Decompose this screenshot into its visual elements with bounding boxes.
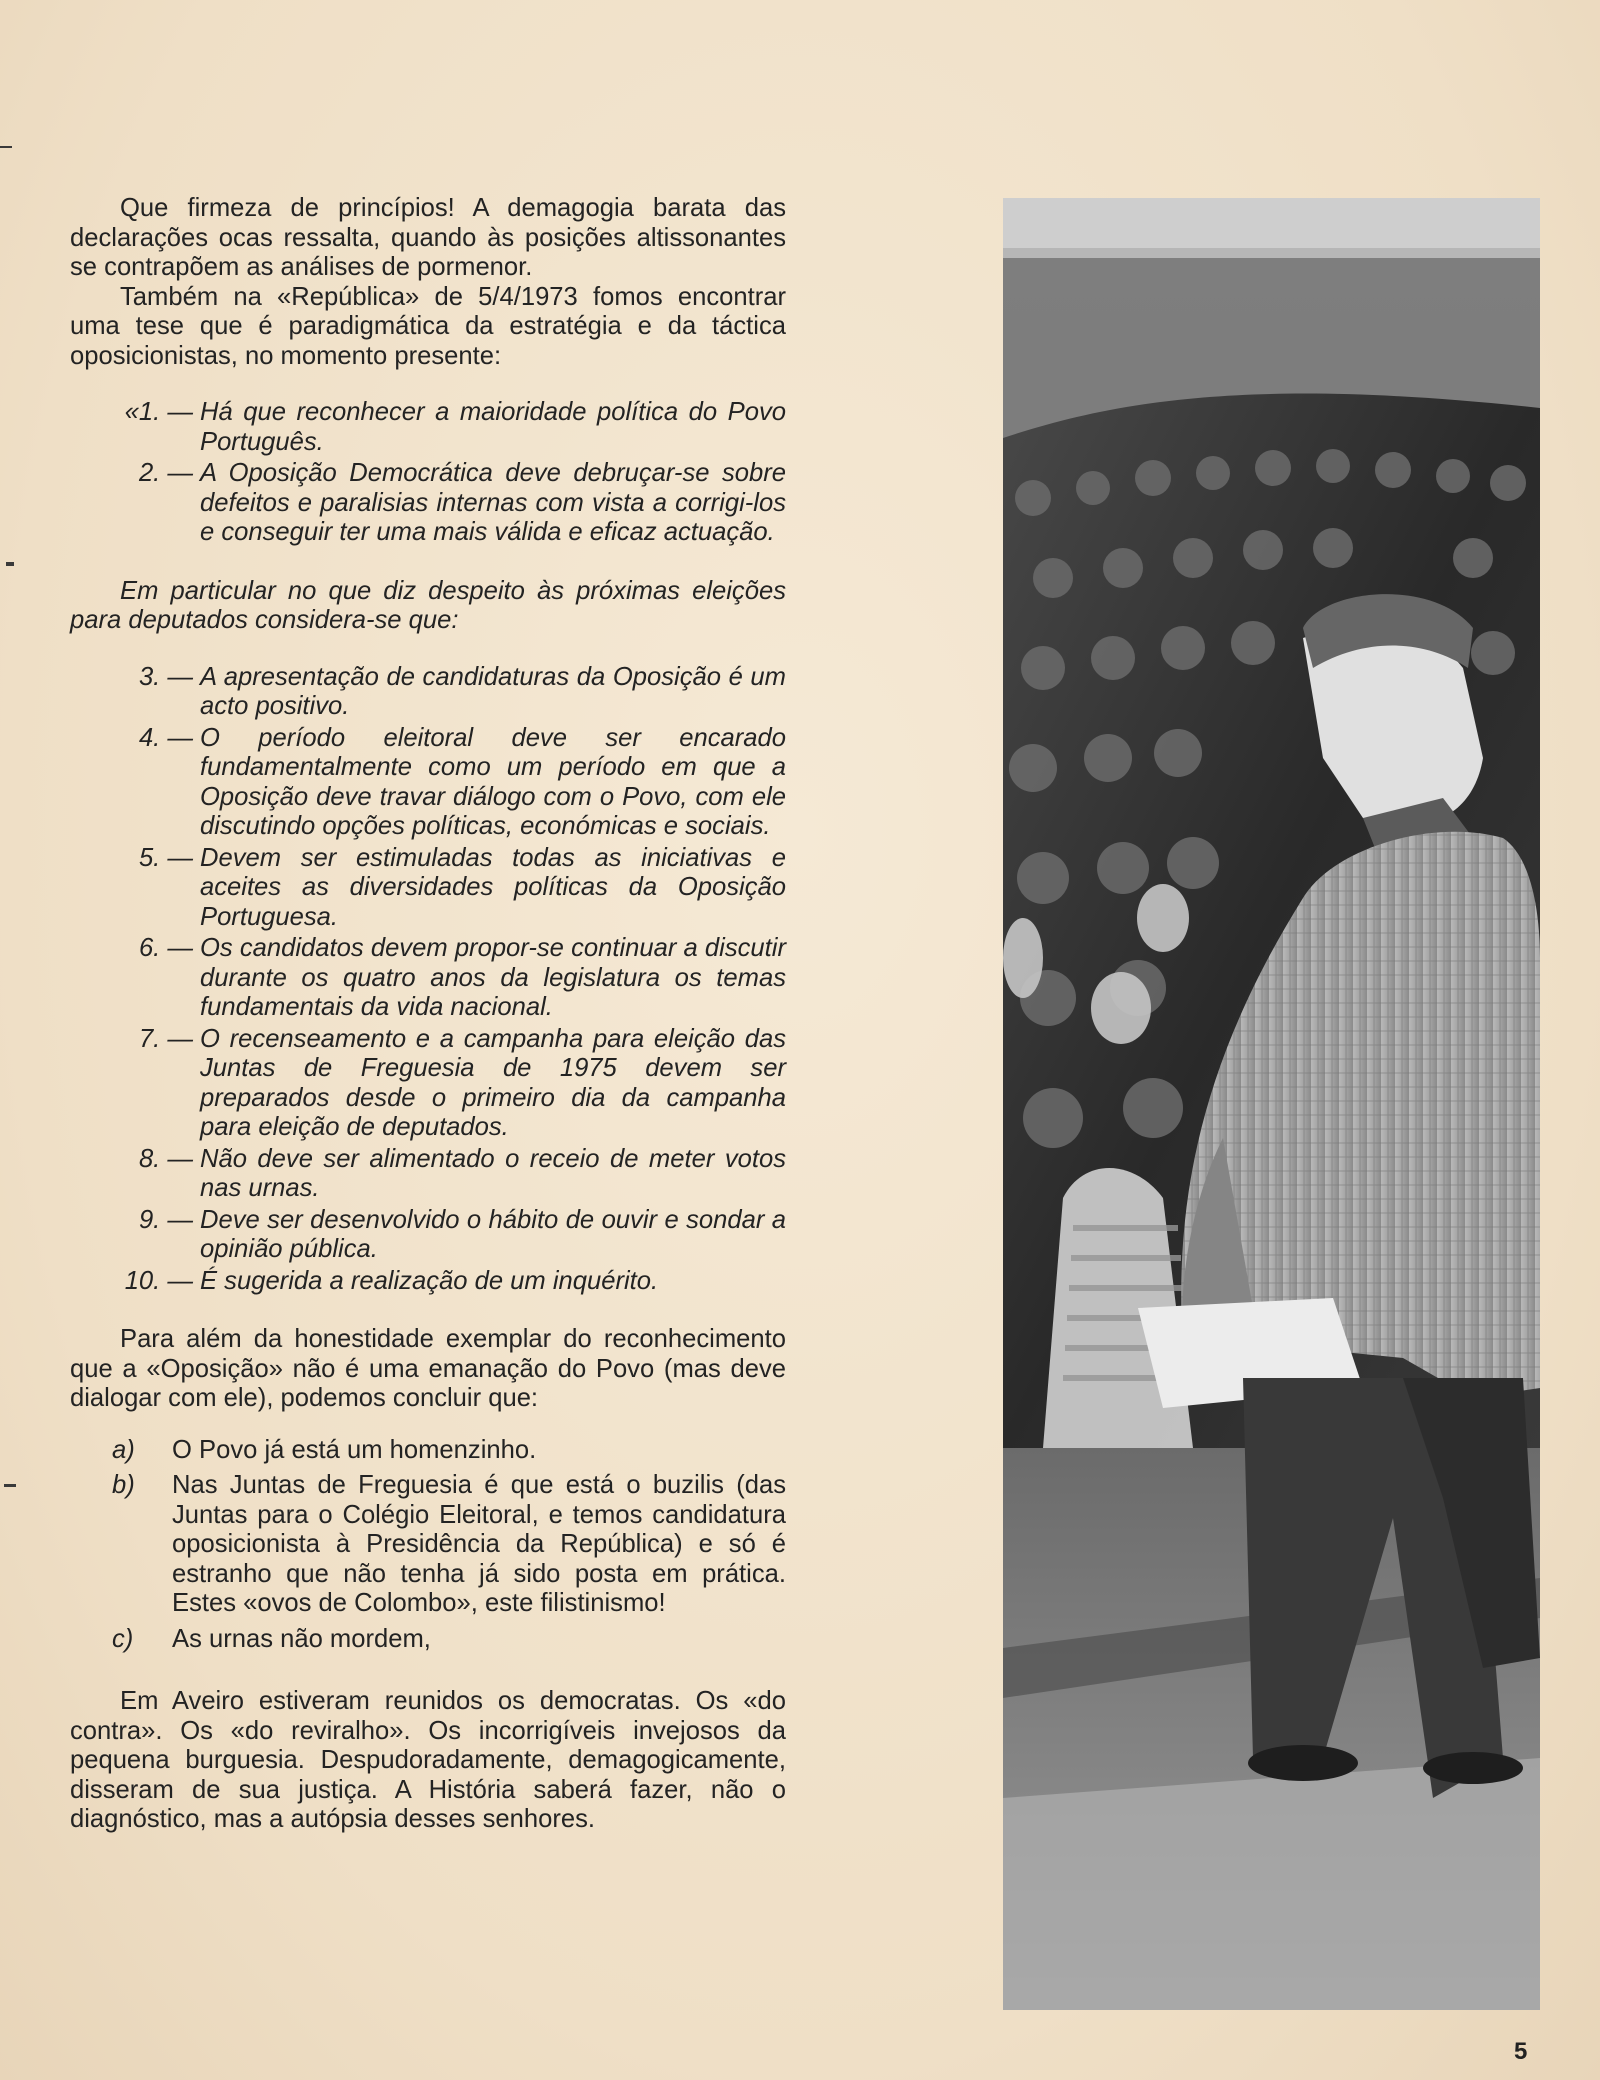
- thesis-text: Deve ser desenvolvido o hábito de ouvir e sondar a opinião pública.: [200, 1205, 786, 1263]
- conclusion-item: [70, 1436, 786, 1466]
- spacer: [70, 1298, 786, 1325]
- conclusion-item: [70, 1471, 786, 1619]
- conclusion-text: As urnas não mordem,: [172, 1624, 431, 1653]
- thesis-number: 10. —: [124, 1266, 193, 1295]
- thesis-text: Há que reconhecer a maioridade política do Povo Português.: [200, 398, 786, 456]
- thesis-number: 7. —: [138, 1024, 193, 1053]
- conclusion-letter: c): [112, 1624, 134, 1653]
- thesis-text: O período eleitoral deve ser encarado fundamentalmente como um período em que a Oposição deve travar diálogo com o Povo, com ele discutindo opções políticas, económicas e sociais.: [200, 723, 786, 840]
- thesis-text: A Oposição Democrática deve debruçar-se sobre defeitos e paralisias internas com vista a corrigi-los e conseguir ter uma mais válida e eficaz actuação.: [200, 459, 786, 546]
- margin-mark: [6, 562, 14, 566]
- margin-mark: [0, 146, 12, 148]
- conclusion-letter: a): [112, 1435, 135, 1464]
- thesis-item: [70, 934, 786, 1023]
- closing-paragraph: Em Aveiro estiveram reunidos os democratas. Os «do contra». Os «do reviralho». Os incorrigíveis invejosos da pequena burguesia. Despudoradamente, demagogicamente, disseram de sua justiça. A História saberá fazer, não o diagnóstico, mas a autópsia desses senhores.: [70, 1687, 786, 1833]
- theses-list-a: [70, 398, 786, 548]
- margin-mark: [4, 1484, 16, 1487]
- conclusions-list: [70, 1436, 786, 1655]
- particular-paragraph: Em particular no que diz despeito às próximas eleições para deputados considera-se que:: [70, 576, 786, 634]
- thesis-item: [70, 1025, 786, 1143]
- conclusion-item: [70, 1625, 786, 1655]
- thesis-number: 3. —: [138, 662, 193, 691]
- page-number: 5: [1514, 2038, 1528, 2065]
- thesis-text: O recenseamento e a campanha para eleição das Juntas de Freguesia de 1975 devem ser preparados desde o primeiro dia da campanha para eleição de deputados.: [200, 1024, 786, 1141]
- thesis-number: 5. —: [138, 843, 193, 872]
- thesis-item: [70, 663, 786, 722]
- thesis-number: «1. —: [124, 398, 193, 426]
- spacer: [70, 371, 786, 398]
- conclusion-intro-paragraph: Para além da honestidade exemplar do reconhecimento que a «Oposição» não é uma emanação do Povo (mas deve dialogar com ele), podemos concluir que:: [70, 1325, 786, 1412]
- thesis-text: É sugerida a realização de um inquérito.: [200, 1266, 659, 1295]
- spacer: [70, 1660, 786, 1687]
- thesis-number: 2. —: [138, 459, 193, 487]
- thesis-item: [70, 844, 786, 933]
- conclusion-text: Nas Juntas de Freguesia é que está o buzilis (das Juntas para o Colégio Eleitoral, e temos candidatura oposicionista à Presidência da República) e só é estranho que não tenha já sido posta em prática. Estes «ovos de Colombo», este filistinismo!: [172, 1471, 786, 1617]
- conclusion-text: O Povo já está um homenzinho.: [172, 1435, 537, 1464]
- intro-paragraph-1: Que firmeza de princípios! A demagogia barata das declarações ocas ressalta, quando às posições altissonantes se contrapõem as análises de pormenor.: [70, 194, 786, 281]
- intro-paragraph-2: Também na «República» de 5/4/1973 fomos encontrar uma tese que é paradigmática da estratégia e da táctica oposicionistas, no momento presente:: [70, 282, 786, 370]
- theses-list-b: [70, 663, 786, 1297]
- spacer: [70, 550, 786, 577]
- article-text: [70, 194, 786, 1835]
- thesis-number: 6. —: [138, 934, 193, 962]
- thesis-item: [70, 724, 786, 842]
- thesis-number: 9. —: [138, 1205, 193, 1234]
- thesis-text: Os candidatos devem propor-se continuar a discutir durante os quatro anos da legislatura os temas fundamentais da vida nacional.: [200, 934, 786, 1021]
- photo-illustration: [1003, 198, 1540, 2010]
- spacer: [70, 1414, 786, 1436]
- spacer: [70, 636, 786, 663]
- thesis-item: [70, 1206, 786, 1265]
- thesis-item: [70, 398, 786, 457]
- thesis-text: Devem ser estimuladas todas as iniciativas e aceites as diversidades políticas da Oposição Portuguesa.: [200, 843, 786, 931]
- thesis-item: [70, 1267, 786, 1297]
- thesis-text: Não deve ser alimentado o receio de meter votos nas urnas.: [200, 1144, 786, 1202]
- photo-man-addressing-crowd: [1003, 198, 1540, 2010]
- thesis-item: [70, 1145, 786, 1204]
- thesis-item: [70, 459, 786, 548]
- thesis-text: A apresentação de candidaturas da Oposição é um acto positivo.: [200, 662, 786, 720]
- conclusion-letter: b): [112, 1471, 135, 1499]
- thesis-number: 8. —: [138, 1144, 193, 1173]
- thesis-number: 4. —: [138, 723, 193, 752]
